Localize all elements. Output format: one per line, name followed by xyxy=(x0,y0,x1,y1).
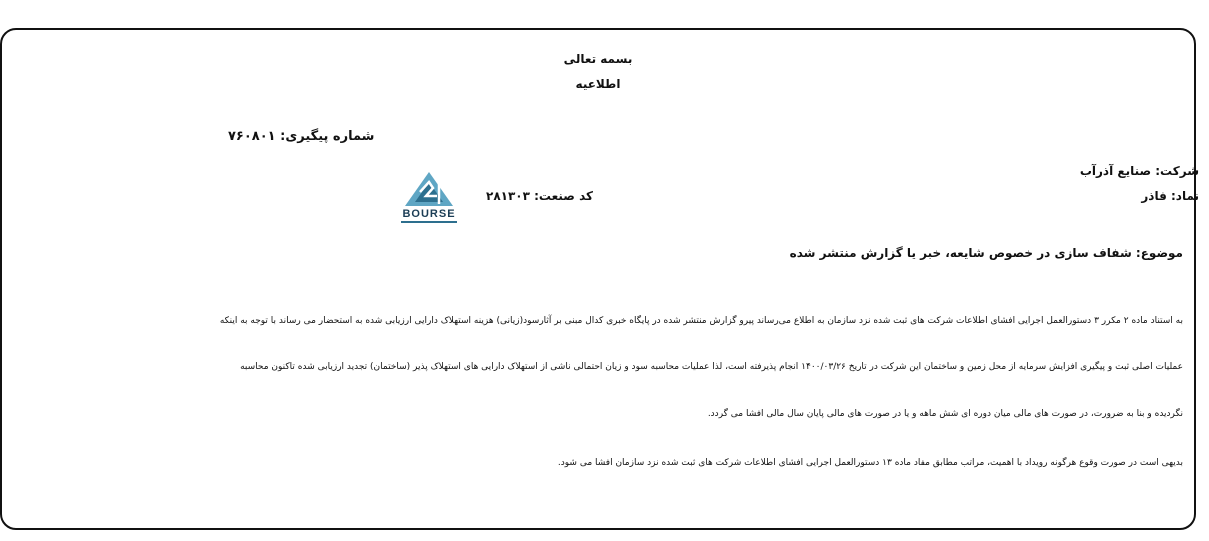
subject-line: موضوع: شفاف سازی در خصوص شایعه، خبر یا گزارش منتشر شده xyxy=(789,246,1183,260)
tracking-number: شماره پیگیری: ۷۶۰۸۰۱ xyxy=(228,129,375,144)
notice-frame xyxy=(0,28,1196,530)
company-symbol: نماد: فاذر xyxy=(1141,189,1199,203)
body-paragraph-1: به استناد ماده ۲ مکرر ۳ دستورالعمل اجرایی افشای اطلاعات شرکت های ثبت شده نزد سازمان به اطلاع می‌رساند پیرو گزارش منتشر شده در پایگاه خبری کدال مبنی بر آثارسود(زیانی) هزینه استهلاک دارایی ارزیابی شده به استحضار می رساند با توجه به اینکه xyxy=(219,316,1183,326)
basmala-heading: بسمه تعالی xyxy=(563,52,633,66)
logo-subtitle-bar xyxy=(401,221,457,223)
notice-title: اطلاعیه xyxy=(575,77,621,91)
company-name: شرکت: صنایع آذرآب xyxy=(1079,164,1199,178)
body-paragraph-2: عملیات اصلی ثبت و پیگیری افزایش سرمایه از محل زمین و ساختمان این شرکت در تاریخ ۱۴۰۰/۰۳/۲۶ انجام پذیرفته است، لذا عملیات محاسبه سود و زیان احتمالی ناشی از استهلاک دارایی های استهلاک پذیر (ساختمان) تجدید ارزیابی شده تاکنون محاسبه xyxy=(240,362,1183,372)
industry-code: کد صنعت: ۲۸۱۳۰۳ xyxy=(486,189,593,203)
logo-text: BOURSE xyxy=(402,208,456,220)
body-paragraph-4: بدیهی است در صورت وقوع هرگونه رویداد با اهمیت، مراتب مطابق مفاد ماده ۱۳ دستورالعمل اجرایی افشای اطلاعات شرکت های ثبت شده نزد سازمان افشا می شود. xyxy=(557,458,1183,468)
tse-bourse-logo-icon xyxy=(393,170,465,228)
body-paragraph-3: نگردیده و بنا به ضرورت، در صورت های مالی میان دوره ای شش ماهه و یا در صورت های مالی پایان سال مالی افشا می گردد. xyxy=(707,409,1183,419)
